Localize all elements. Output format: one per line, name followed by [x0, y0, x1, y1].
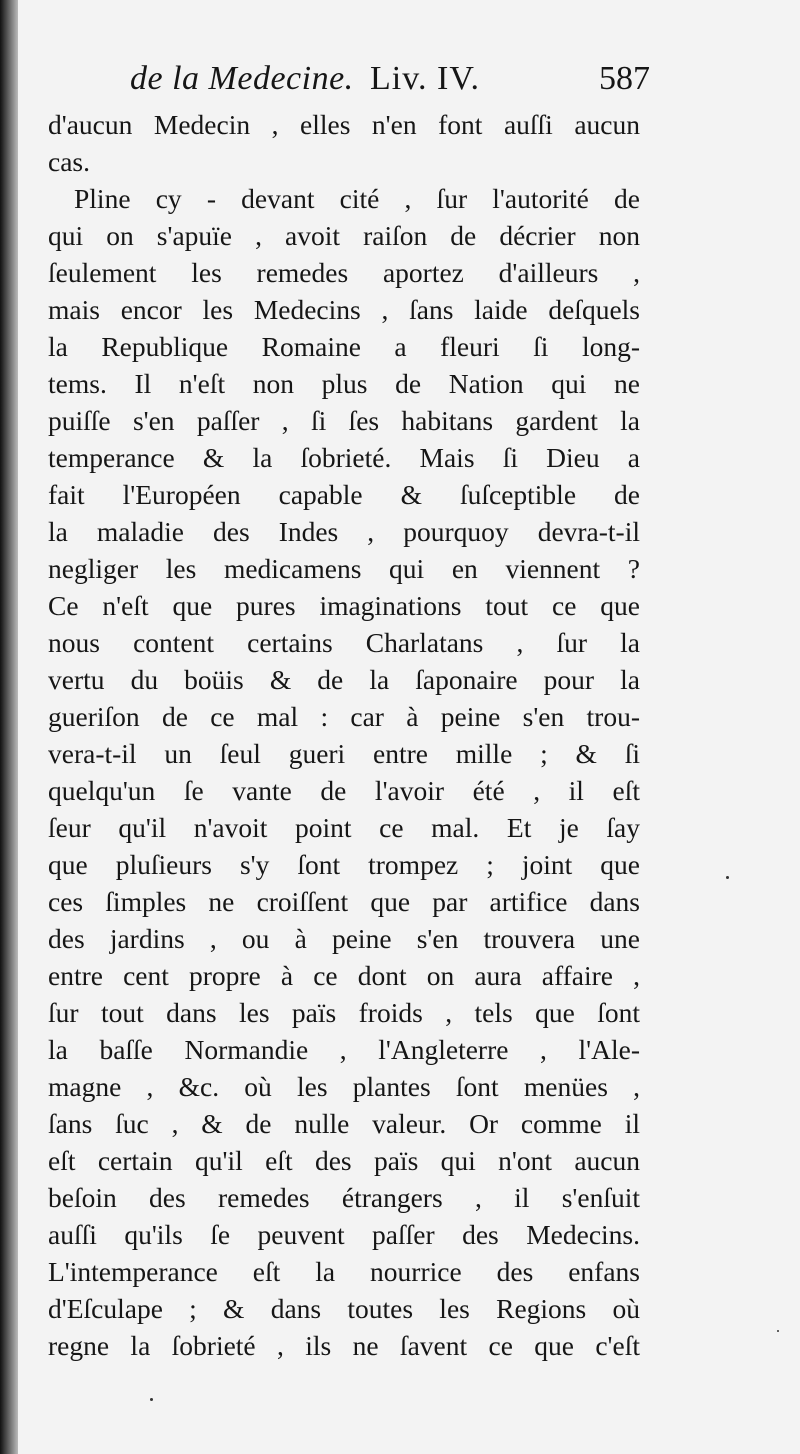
text-line: magne , &c. où les plantes ſont menües ,: [48, 1071, 640, 1102]
text-line: beſoin des remedes étrangers , il s'enſuit: [48, 1182, 640, 1213]
text-line: eſt certain qu'il eſt des païs qui n'ont aucun: [48, 1145, 640, 1176]
text-line: nous content certains Charlatans , ſur la: [48, 627, 640, 658]
page-number: 587: [599, 60, 650, 97]
text-line: que pluſieurs s'y ſont trompez ; joint que: [48, 849, 640, 880]
text-line: d'aucun Medecin , elles n'en font auſſi aucun: [48, 109, 640, 140]
text-line: la maladie des Indes , pourquoy devra-t-il: [48, 516, 640, 547]
text-line: auſſi qu'ils ſe peuvent paſſer des Medecins.: [48, 1219, 640, 1250]
text-line: ſeulement les remedes aportez d'ailleurs ,: [48, 257, 640, 288]
text-line: gueriſon de ce mal : car à peine s'en trou-: [48, 701, 640, 732]
text-line: fait l'Européen capable & ſuſceptible de: [48, 479, 640, 510]
body-text: [48, 106, 640, 1364]
page-gutter-shadow: [0, 0, 18, 1454]
book-number: Liv. IV.: [370, 60, 480, 97]
text-line: quelqu'un ſe vante de l'avoir été , il eſt: [48, 775, 640, 806]
text-line: vera-t-il un ſeul gueri entre mille ; & ſi: [48, 738, 640, 769]
text-line: temperance & la ſobrieté. Mais ſi Dieu a: [48, 442, 640, 473]
text-line: mais encor les Medecins , ſans laide deſquels: [48, 294, 640, 325]
text-line: ſeur qu'il n'avoit point ce mal. Et je ſay: [48, 812, 640, 843]
text-line: qui on s'apuïe , avoit raiſon de décrier non: [48, 220, 640, 251]
page-header: [130, 60, 650, 110]
text-line: L'intemperance eſt la nourrice des enfans: [48, 1256, 640, 1287]
text-line: ſans ſuc , & de nulle valeur. Or comme il: [48, 1108, 640, 1139]
text-line: vertu du boüis & de la ſaponaire pour la: [48, 664, 640, 695]
scan-speck: [150, 1398, 153, 1401]
text-line: tems. Il n'eſt non plus de Nation qui ne: [48, 368, 640, 399]
text-line: negliger les medicamens qui en viennent ?: [48, 553, 640, 584]
running-title: de la Medecine.: [130, 60, 354, 97]
text-line: ces ſimples ne croiſſent que par artifice dans: [48, 886, 640, 917]
scan-speck: [777, 1330, 779, 1332]
text-line: la baſſe Normandie , l'Angleterre , l'Ale-: [48, 1034, 640, 1065]
scan-speck: [726, 876, 729, 879]
text-line: la Republique Romaine a fleuri ſi long-: [48, 331, 640, 362]
text-line: cas.: [48, 146, 90, 177]
text-line: Pline cy - devant cité , ſur l'autorité de: [74, 183, 640, 214]
text-line: des jardins , ou à peine s'en trouvera une: [48, 923, 640, 954]
text-line: puiſſe s'en paſſer , ſi ſes habitans gardent la: [48, 405, 640, 436]
text-line: ſur tout dans les païs froids , tels que ſont: [48, 997, 640, 1028]
text-line: d'Eſculape ; & dans toutes les Regions où: [48, 1293, 640, 1324]
text-line: Ce n'eſt que pures imaginations tout ce que: [48, 590, 640, 621]
text-line: regne la ſobrieté , ils ne ſavent ce que c'eſt: [48, 1330, 640, 1361]
text-line: entre cent propre à ce dont on aura affaire ,: [48, 960, 640, 991]
